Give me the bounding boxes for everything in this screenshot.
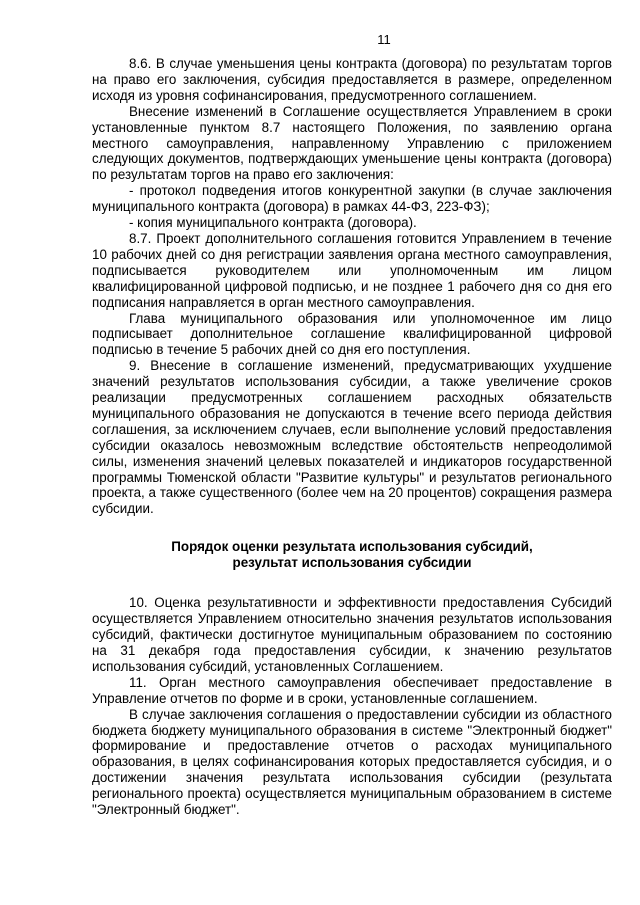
paragraph-9: 9. Внесение в соглашение изменений, предусматривающих ухудшение значений результатов использования субсидии, а также увеличение сроков реализации предусмотренных соглашением расходных обязательств муниципального образования не допускаются в течение всего периода действия соглашения, за исключением случаев, если выполнение условий предоставления субсидии оказалось невозможным вследствие обстоятельств непреодолимой силы, изменения значений целевых показателей и индикаторов государственной программы Тюменской области "Развитие культуры" и результатов регионального проекта, а также существенного (более чем на 20 процентов) сокращения размера субсидии. — [92, 358, 612, 517]
paragraph-8-7: 8.7. Проект дополнительного соглашения готовится Управлением в течение 10 рабочих дней со дня регистрации заявления органа местного самоуправления, подписывается руководителем или уполномоченным им лицом квалифицированной цифровой подписью, и не позднее 1 рабочего дня со дня его подписания направляется в орган местного самоуправления. — [92, 230, 612, 310]
paragraph-electronic-budget: В случае заключения соглашения о предоставлении субсидии из областного бюджета бюджету муниципального образования в системе "Электронный бюджет" формирование и предоставление отчетов о расходах муниципального образования, в целях софинансирования которых предоставляется субсидия, и о достижении значения результата использования субсидии (результата регионального проекта) осуществляется муниципальным образованием в системе "Электронный бюджет". — [92, 706, 612, 818]
page-number: 11 — [377, 32, 391, 47]
paragraph-head-signature: Глава муниципального образования или уполномоченное им лицо подписывает дополнительное соглашение квалифицированной цифровой подписью в течение 5 рабочих дней со дня его поступления. — [92, 310, 612, 358]
section-heading-line1: Порядок оценки результата использования субсидий, — [171, 539, 533, 555]
paragraph-10: 10. Оценка результативности и эффективности предоставления Субсидий осуществляется Управлением относительно значения результатов использования субсидий, фактически достигнутое муниципальным образованием по состоянию на 31 декабря года предоставления субсидии, к значению результатов использования субсидий, установленных Соглашением. — [92, 595, 612, 674]
paragraph-8-6: 8.6. В случае уменьшения цены контракта (договора) по результатам торгов на право его заключения, субсидия предоставляется в размере, определенном исходя из уровня софинансирования, предусмотренного соглашением. — [92, 56, 612, 103]
section-heading — [92, 539, 612, 571]
paragraph-11: 11. Орган местного самоуправления обеспечивает предоставление в Управление отчетов по форме и в сроки, установленные соглашением. — [92, 674, 612, 706]
section-heading-line2: результат использования субсидии — [232, 555, 472, 571]
paragraph-amendment-procedure: Внесение изменений в Соглашение осуществляется Управлением в сроки установленные пунктом 8.7 настоящего Положения, по заявлению органа местного самоуправления, направленному Управлению с приложением следующих документов, подтверждающих уменьшение цены контракта (договора) по результатам торгов на право его заключения: — [92, 103, 612, 183]
list-item-protocol: - протокол подведения итогов конкурентной закупки (в случае заключения муниципального контракта (договора) в рамках 44-ФЗ, 223-ФЗ); — [92, 183, 612, 215]
list-item-contract-copy: - копия муниципального контракта (договора). — [129, 215, 417, 231]
